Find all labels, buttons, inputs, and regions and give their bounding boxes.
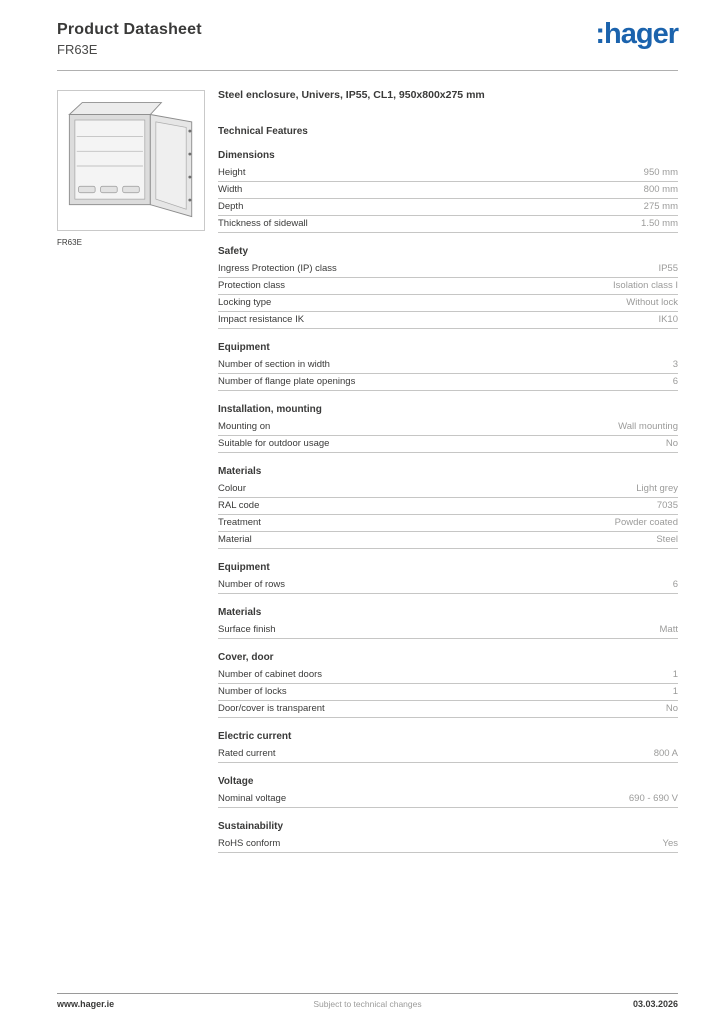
- spec-value: Light grey: [636, 483, 678, 495]
- spec-value: Powder coated: [614, 517, 678, 529]
- spec-value: Matt: [659, 624, 678, 636]
- product-description: Steel enclosure, Univers, IP55, CL1, 950x800x275 mm: [218, 89, 485, 101]
- section-title: Electric current: [218, 730, 292, 742]
- spec-row: [218, 498, 678, 515]
- spec-row: [218, 295, 678, 312]
- product-image: [57, 90, 205, 231]
- spec-value: No: [665, 703, 678, 715]
- spec-section: [218, 607, 678, 639]
- spec-row: [218, 419, 678, 436]
- footer-note: Subject to technical changes: [313, 999, 422, 1009]
- spec-row: [218, 182, 678, 199]
- page-header: [57, 21, 678, 57]
- spec-label: Ingress Protection (IP) class: [218, 263, 337, 275]
- spec-value: 800 mm: [643, 184, 678, 196]
- spec-value: 7035: [656, 500, 678, 512]
- spec-section: [218, 246, 678, 329]
- spec-value: 690 - 690 V: [628, 793, 678, 805]
- spec-row: [218, 746, 678, 763]
- spec-row: [218, 836, 678, 853]
- spec-value: IP55: [658, 263, 678, 275]
- section-title: Materials: [218, 606, 262, 618]
- spec-row: [218, 357, 678, 374]
- spec-sections: [218, 150, 678, 853]
- spec-section: [218, 731, 678, 763]
- enclosure-drawing: [62, 95, 200, 226]
- spec-value: Without lock: [626, 297, 678, 309]
- spec-value: 1: [672, 686, 678, 698]
- spec-label: Number of section in width: [218, 359, 330, 371]
- section-title: Equipment: [218, 341, 270, 353]
- section-title: Materials: [218, 465, 262, 477]
- spec-label: Thickness of sidewall: [218, 218, 308, 230]
- spec-label: RAL code: [218, 500, 260, 512]
- spec-label: Treatment: [218, 517, 261, 529]
- product-image-column: [57, 90, 205, 247]
- spec-label: Width: [218, 184, 243, 196]
- spec-row: [218, 577, 678, 594]
- spec-value: No: [665, 438, 678, 450]
- spec-label: Door/cover is transparent: [218, 703, 325, 715]
- spec-label: Rated current: [218, 748, 276, 760]
- spec-label: Surface finish: [218, 624, 276, 636]
- spec-label: Protection class: [218, 280, 286, 292]
- spec-column: [218, 90, 678, 853]
- spec-section: [218, 821, 678, 853]
- footer-website: www.hager.ie: [57, 999, 115, 1009]
- spec-value: IK10: [658, 314, 678, 326]
- page-title: Product Datasheet: [57, 21, 202, 38]
- spec-value: Yes: [662, 838, 678, 850]
- spec-row: [218, 165, 678, 182]
- spec-label: Impact resistance IK: [218, 314, 305, 326]
- section-title: Sustainability: [218, 820, 284, 832]
- section-title: Voltage: [218, 775, 254, 787]
- spec-label: Mounting on: [218, 421, 271, 433]
- section-title: Cover, door: [218, 651, 274, 663]
- spec-value: 3: [672, 359, 678, 371]
- spec-label: Number of locks: [218, 686, 287, 698]
- product-image-caption: FR63E: [57, 238, 82, 247]
- spec-value: 275 mm: [643, 201, 678, 213]
- page-footer: [57, 993, 678, 1009]
- spec-section: [218, 466, 678, 549]
- spec-row: [218, 532, 678, 549]
- spec-row: [218, 684, 678, 701]
- spec-row: [218, 791, 678, 808]
- spec-label: Suitable for outdoor usage: [218, 438, 330, 450]
- spec-section: [218, 562, 678, 594]
- spec-value: 1: [672, 669, 678, 681]
- spec-row: [218, 481, 678, 498]
- spec-row: [218, 667, 678, 684]
- main-content: [57, 90, 678, 853]
- spec-label: Nominal voltage: [218, 793, 287, 805]
- spec-value: 6: [672, 579, 678, 591]
- spec-label: Depth: [218, 201, 244, 213]
- spec-row: [218, 261, 678, 278]
- spec-label: RoHS conform: [218, 838, 281, 850]
- spec-row: [218, 312, 678, 329]
- section-title: Dimensions: [218, 149, 275, 161]
- section-title: Safety: [218, 245, 249, 257]
- spec-value: 6: [672, 376, 678, 388]
- spec-label: Locking type: [218, 297, 272, 309]
- spec-section: [218, 150, 678, 233]
- header-divider: [57, 70, 678, 71]
- spec-row: [218, 278, 678, 295]
- spec-row: [218, 622, 678, 639]
- spec-label: Colour: [218, 483, 246, 495]
- technical-features-title: Technical Features: [218, 125, 308, 137]
- section-title: Installation, mounting: [218, 403, 322, 415]
- spec-row: [218, 515, 678, 532]
- spec-value: 800 A: [653, 748, 678, 760]
- spec-row: [218, 216, 678, 233]
- section-title: Equipment: [218, 561, 270, 573]
- spec-section: [218, 776, 678, 808]
- product-reference: FR63E: [57, 42, 98, 57]
- spec-label: Material: [218, 534, 252, 546]
- footer-date: 03.03.2026: [632, 999, 678, 1009]
- spec-label: Number of flange plate openings: [218, 376, 356, 388]
- spec-row: [218, 199, 678, 216]
- hager-logo: :hager: [595, 18, 678, 50]
- spec-value: Steel: [656, 534, 678, 546]
- spec-row: [218, 701, 678, 718]
- spec-row: [218, 374, 678, 391]
- spec-value: Wall mounting: [618, 421, 678, 433]
- spec-section: [218, 342, 678, 391]
- spec-section: [218, 652, 678, 718]
- spec-value: Isolation class I: [613, 280, 678, 292]
- spec-label: Number of cabinet doors: [218, 669, 323, 681]
- spec-label: Number of rows: [218, 579, 286, 591]
- spec-value: 950 mm: [643, 167, 678, 179]
- spec-row: [218, 436, 678, 453]
- spec-section: [218, 404, 678, 453]
- spec-label: Height: [218, 167, 246, 179]
- spec-value: 1.50 mm: [641, 218, 678, 230]
